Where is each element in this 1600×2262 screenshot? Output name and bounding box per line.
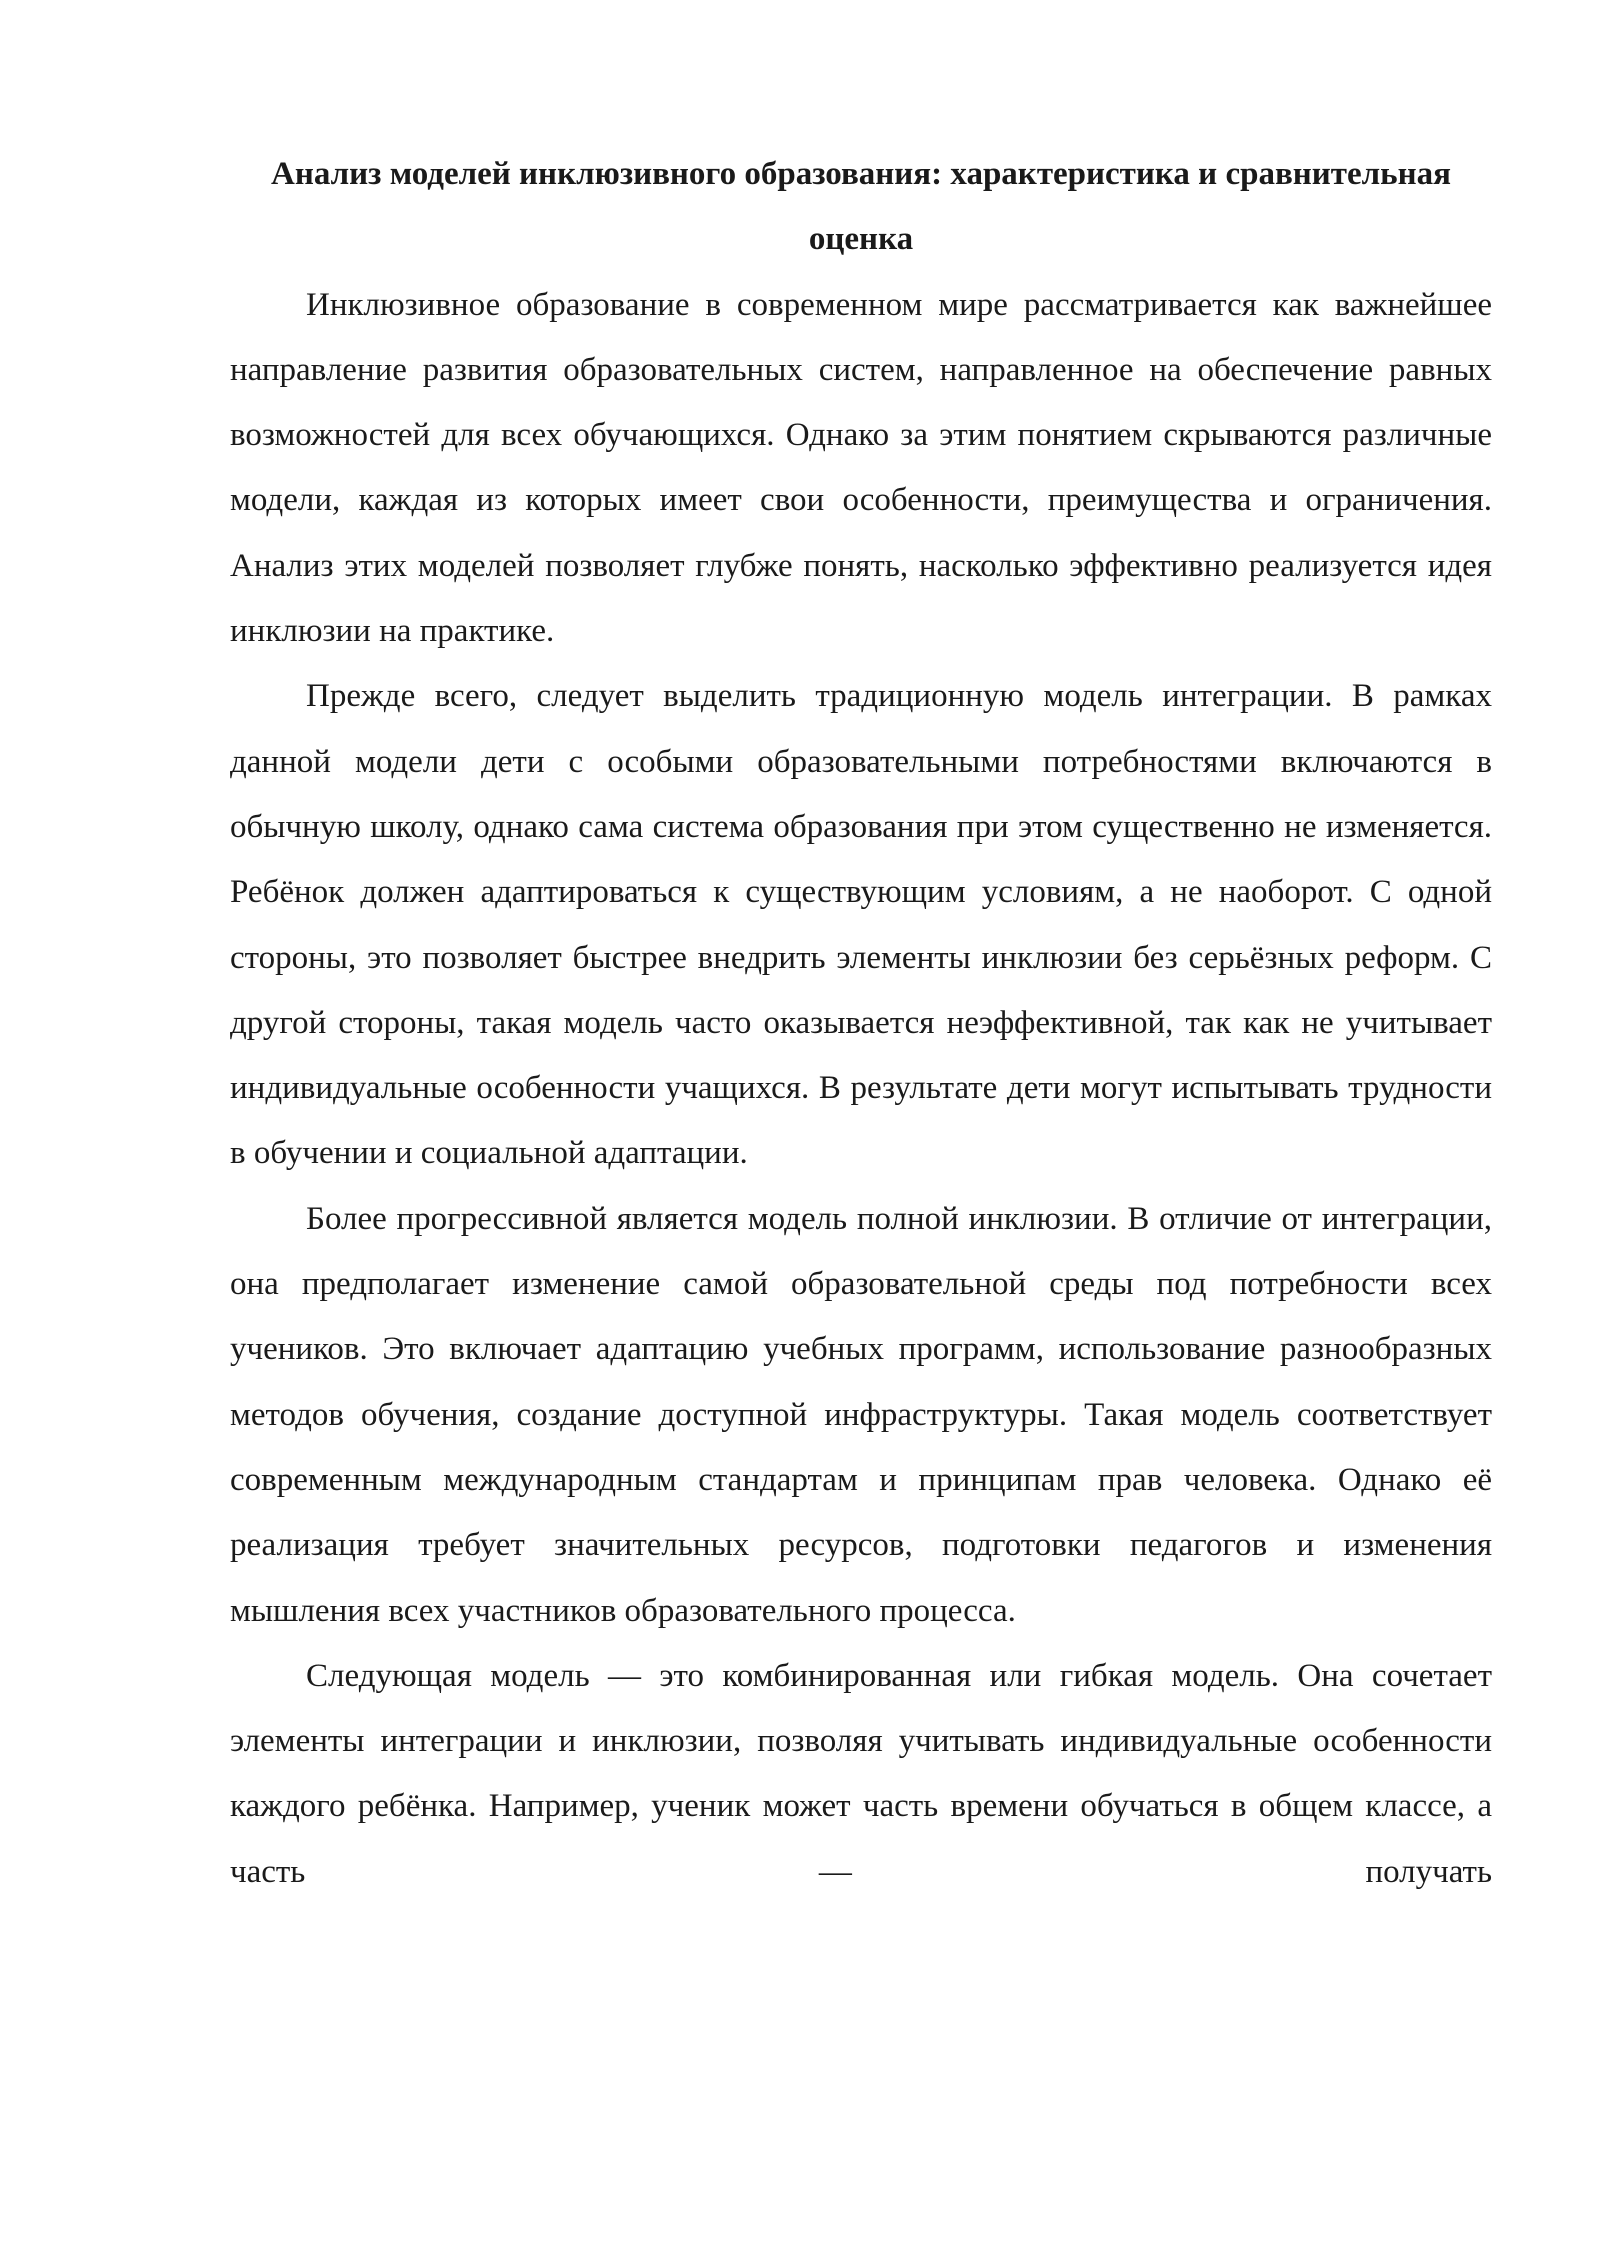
- paragraph-3: Более прогрессивной является модель полной инклюзии. В отличие от интеграции, она предполагает изменение самой образовательной среды под потребности всех учеников. Это включает адаптацию учебных программ, использование разнообразных методов обучения, создание доступной инфраструктуры. Такая модель соответствует современным международным стандартам и принципам прав человека. Однако её реализация требует значительных ресурсов, подготовки педагогов и изменения мышления всех участников образовательного процесса.: [230, 1200, 1492, 1629]
- paragraph-4: Следующая модель — это комбинированная или гибкая модель. Она сочетает элементы интеграции и инклюзии, позволяя учитывать индивидуальные особенности каждого ребёнка. Например, ученик может часть времени обучаться в общем классе, а часть — получать: [230, 1657, 1492, 1890]
- paragraph-2: Прежде всего, следует выделить традиционную модель интеграции. В рамках данной модели дети с особыми образовательными потребностями включаются в обычную школу, однако сама система образования при этом существенно не изменяется. Ребёнок должен адаптироваться к существующим условиям, а не наоборот. С одной стороны, это позволяет быстрее внедрить элементы инклюзии без серьёзных реформ. С другой стороны, такая модель часто оказывается неэффективной, так как не учитывает индивидуальные особенности учащихся. В результате дети могут испытывать трудности в обучении и социальной адаптации.: [230, 678, 1492, 1172]
- document-title: Анализ моделей инклюзивного образования: характеристика и сравнительная оценка: [271, 156, 1451, 258]
- paragraph-1: Инклюзивное образование в современном мире рассматривается как важнейшее направление развития образовательных систем, направленное на обеспечение равных возможностей для всех обучающихся. Однако за этим понятием скрываются различные модели, каждая из которых имеет свои особенности, преимущества и ограничения. Анализ этих моделей позволяет глубже понять, насколько эффективно реализуется идея инклюзии на практике.: [230, 286, 1492, 650]
- document-body: [230, 142, 1492, 1905]
